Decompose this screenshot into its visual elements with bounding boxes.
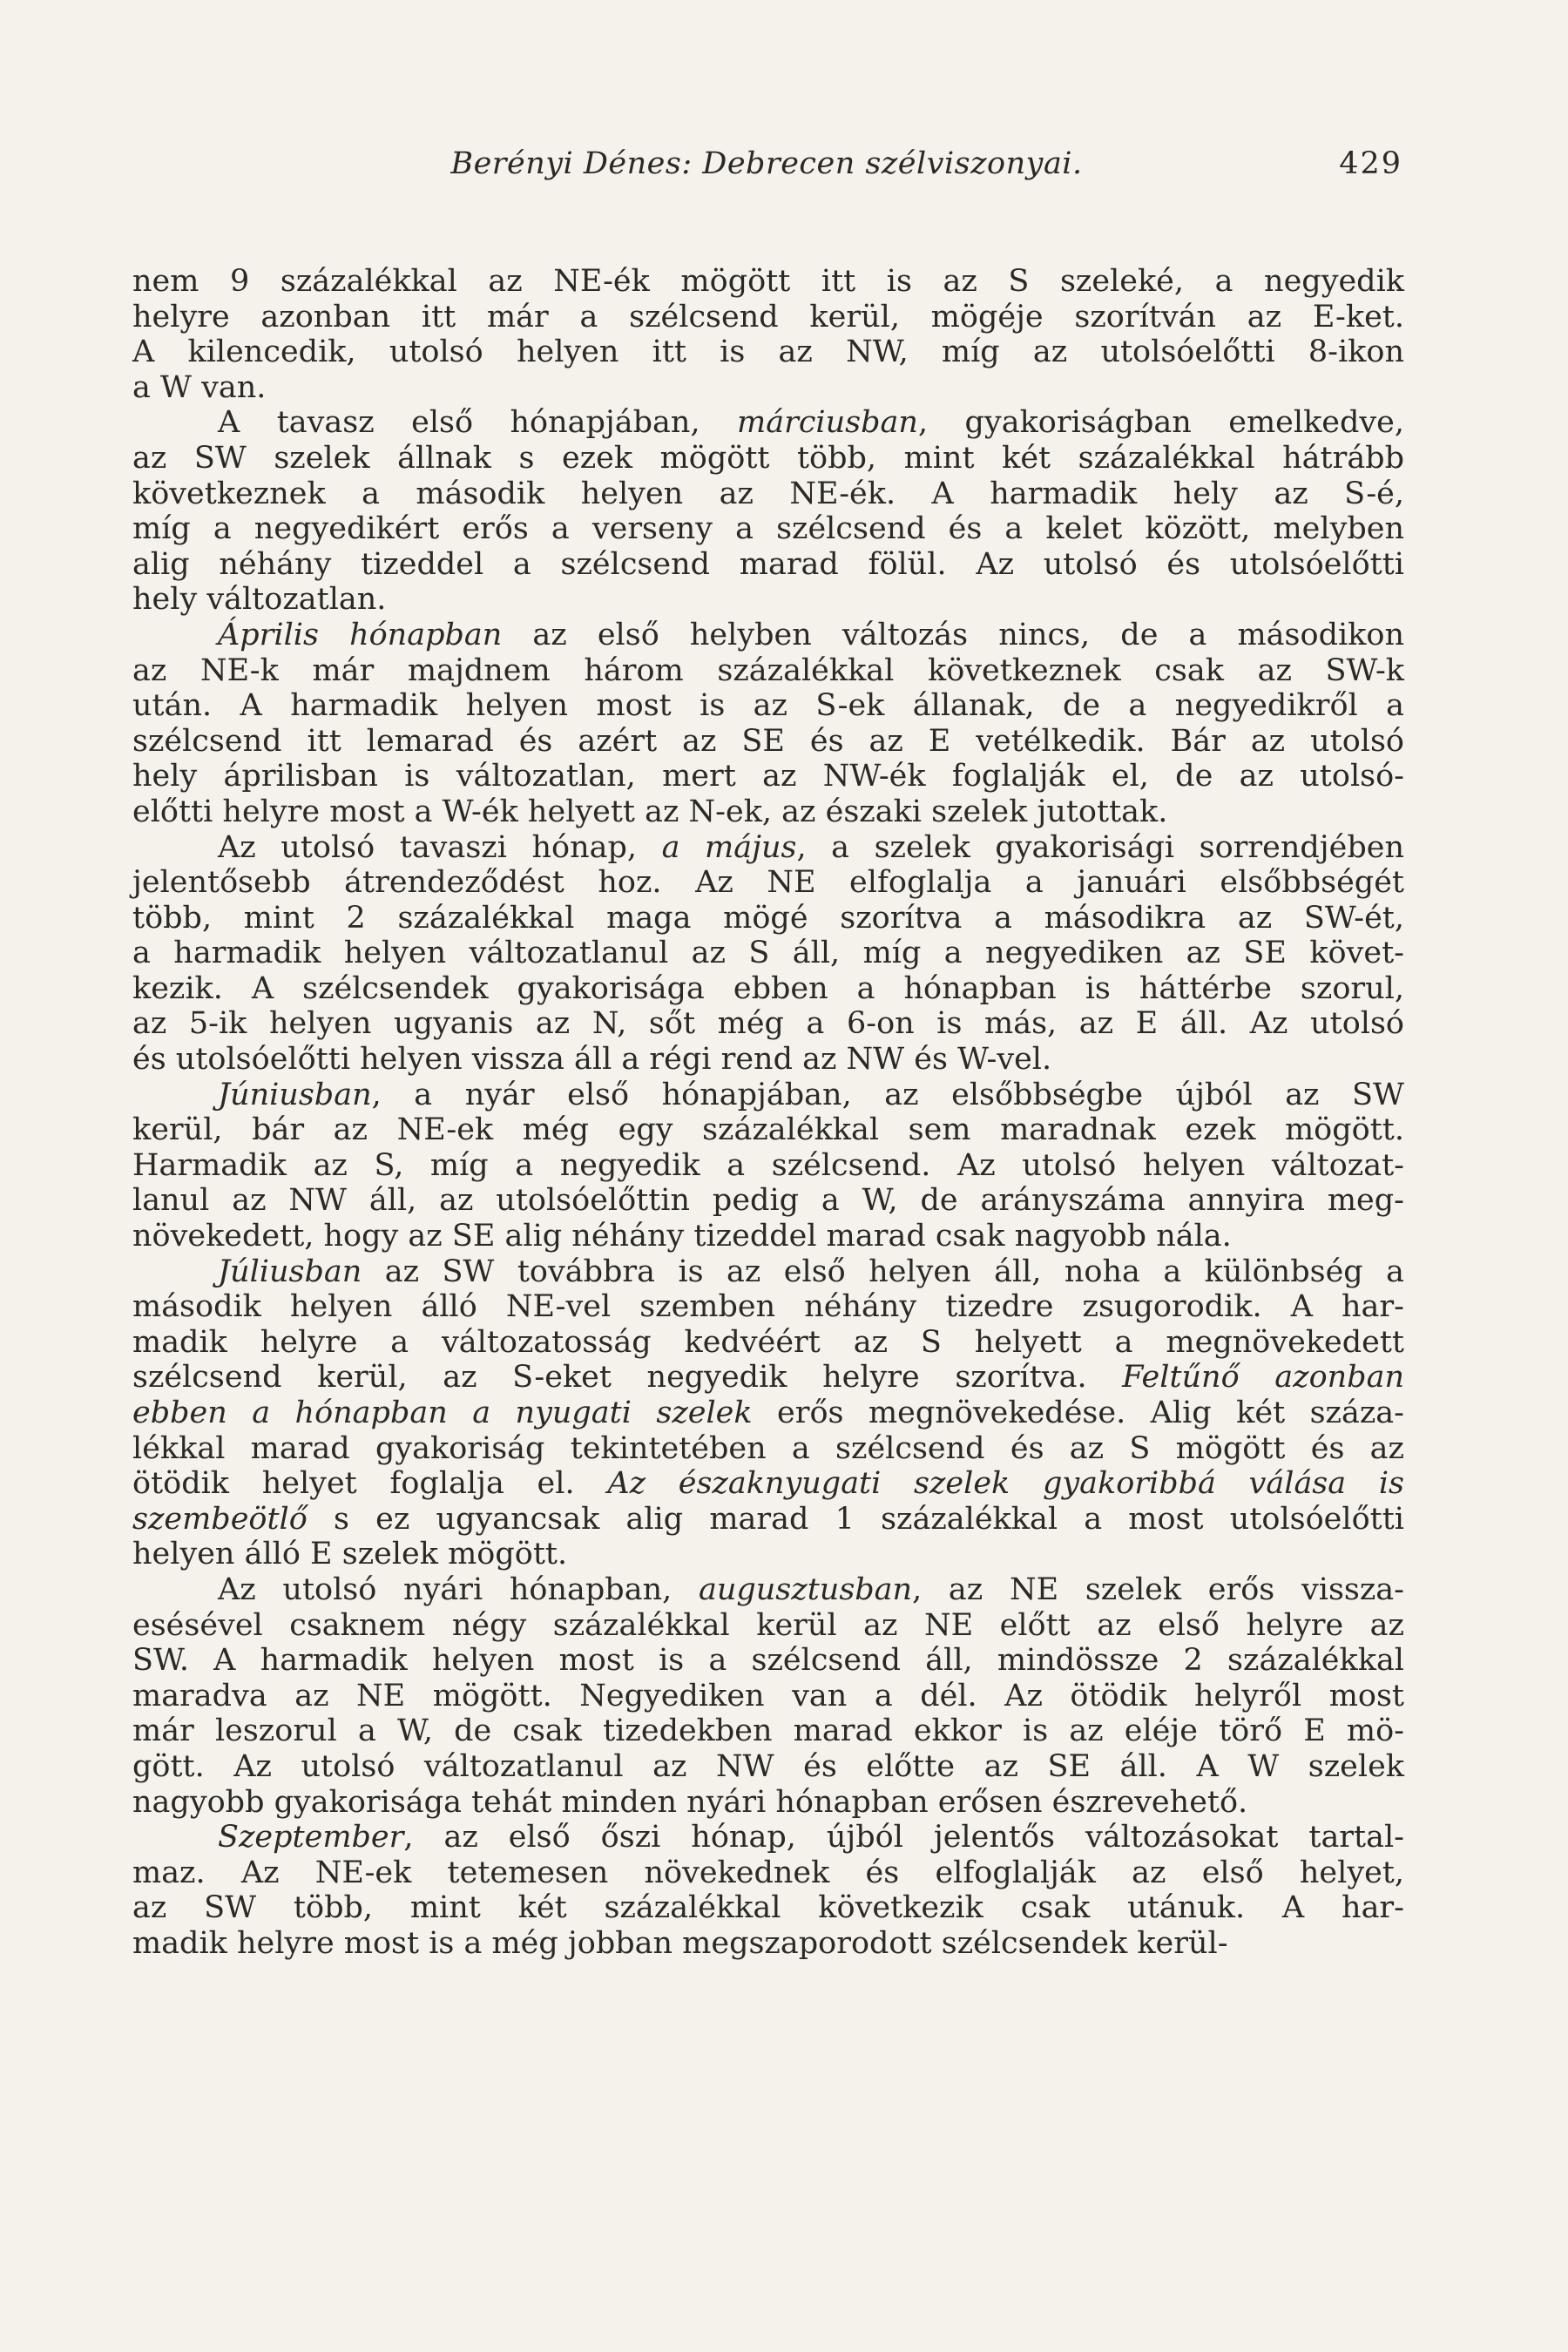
text-run: az SW több, mint két százalékkal következik csak utánuk. A har-: [132, 1890, 1404, 1926]
italic-text: Feltűnő azonban: [1122, 1360, 1404, 1396]
text-run: helyen álló E szelek mögött.: [132, 1537, 568, 1572]
text-run: az NE-k már majdnem három százalékkal következnek csak az SW-k: [132, 652, 1404, 688]
italic-text: Júliusban: [218, 1254, 362, 1289]
text-run: maz. Az NE-ek tetemesen növekednek és elfoglalják az első helyet,: [132, 1855, 1404, 1890]
text-run: maradva az NE mögött. Negyediken van a dél. Az ötödik helyről most: [132, 1678, 1404, 1713]
text-line: [132, 547, 1404, 583]
text-run: Harmadik az S, míg a negyedik a szélcsend. Az utolsó helyen változat-: [132, 1147, 1404, 1183]
italic-text: szembeötlő: [132, 1501, 308, 1537]
text-line: [132, 1926, 1404, 1962]
text-run: nagyobb gyakorisága tehát minden nyári hónapban erősen észrevehető.: [132, 1784, 1248, 1820]
text-run: ötödik helyet foglalja el.: [132, 1466, 608, 1502]
text-line: [132, 1183, 1404, 1219]
page-number: 429: [1339, 146, 1402, 181]
text-run: SW. A harmadik helyen most is a szélcsend áll, mindössze 2 százalékkal: [132, 1643, 1404, 1679]
text-run: kezik. A szélcsendek gyakorisága ebben a hónapban is háttérbe szorul,: [132, 970, 1404, 1006]
text-run: szélcsend itt lemarad és azért az SE és az E vetélkedik. Bár az utolsó: [132, 723, 1404, 759]
text-run: következnek a második helyen az NE-ék. A harmadik hely az S-é,: [132, 476, 1404, 511]
text-line: [132, 936, 1404, 971]
text-line: [132, 1006, 1404, 1042]
text-line: [132, 830, 1404, 866]
text-line: [132, 901, 1404, 936]
paragraph: [132, 830, 1404, 1078]
paragraph: [132, 1820, 1404, 1961]
text-run: alig néhány tizeddel a szélcsend marad fölül. Az utolsó és utolsóelőtti: [132, 546, 1404, 582]
text-run: esésével csaknem négy százalékkal kerül az NE előtt az első helyre az: [132, 1607, 1404, 1643]
text-line: [132, 1855, 1404, 1891]
page-header: [131, 139, 1402, 192]
text-run: , az NE szelek erős vissza-: [912, 1571, 1404, 1607]
text-run: s ez ugyancsak alig marad 1 százalékkal a most utolsóelőtti: [307, 1501, 1404, 1537]
text-line: [132, 688, 1404, 724]
text-run: Az utolsó nyári hónapban,: [218, 1571, 699, 1607]
italic-text: Az északnyugati szelek gyakoribbá válása is: [607, 1466, 1405, 1502]
text-line: [132, 370, 1404, 406]
text-line: [132, 1289, 1404, 1325]
text-run: növekedett, hogy az SE alig néhány tizeddel marad csak nagyobb nála.: [132, 1219, 1232, 1254]
text-line: [132, 1148, 1404, 1184]
text-line: [132, 1042, 1404, 1078]
text-run: helyre azonban itt már a szélcsend kerül, mögéje szorítván az E-ket.: [132, 299, 1404, 335]
text-line: [132, 1890, 1404, 1926]
text-line: [132, 1608, 1404, 1644]
text-run: , a nyár első hónapjában, az elsőbbségbe újból az SW: [371, 1077, 1404, 1112]
text-run: kerül, bár az NE-ek még egy százalékkal sem maradnak ezek mögött.: [132, 1112, 1404, 1148]
text-line: [132, 1112, 1404, 1148]
text-line: [132, 1749, 1404, 1785]
text-run: több, mint 2 százalékkal maga mögé szorítva a másodikra az SW-ét,: [132, 900, 1404, 936]
text-run: Az utolsó tavaszi hónap,: [218, 829, 662, 865]
text-run: erős megnövekedése. Alig két száza-: [752, 1396, 1404, 1430]
italic-text: a május: [661, 829, 797, 865]
text-line: [132, 1466, 1404, 1502]
text-line: [132, 476, 1404, 512]
paragraph: [132, 264, 1404, 405]
italic-text: ebben a hónapban a nyugati szelek: [132, 1396, 753, 1430]
text-run: után. A harmadik helyen most is az S-ek állanak, de a negyedikről a: [132, 688, 1404, 724]
text-line: [132, 1431, 1404, 1467]
text-run: szélcsend kerül, az S-eket negyedik helyre szorítva.: [132, 1360, 1123, 1396]
paragraph: [132, 405, 1404, 618]
text-run: lékkal marad gyakoriság tekintetében a szélcsend és az S mögött és az: [132, 1430, 1404, 1466]
text-line: [132, 618, 1404, 653]
text-run: , gyakoriságban emelkedve,: [917, 405, 1405, 441]
text-line: [132, 1643, 1404, 1679]
text-run: lanul az NW áll, az utolsóelőttin pedig a W, de arányszáma annyira meg-: [132, 1183, 1404, 1219]
text-run: a W van.: [132, 369, 267, 405]
text-line: [132, 405, 1404, 441]
text-run: az 5-ik helyen ugyanis az N, sőt még a 6-on is más, az E áll. Az utolsó: [132, 1006, 1404, 1042]
text-run: míg a negyedikért erős a verseny a szélcsend és a kelet között, melyben: [132, 511, 1404, 547]
text-run: madik helyre a változatosság kedvéért az S helyett a megnövekedett: [132, 1324, 1404, 1360]
text-line: [132, 1254, 1404, 1290]
text-run: A tavasz első hónapjában,: [218, 405, 738, 441]
text-run: A kilencedik, utolsó helyen itt is az NW, míg az utolsóelőtti 8-ikon: [132, 335, 1404, 370]
text-line: [132, 1572, 1404, 1608]
text-run: előtti helyre most a W-ék helyett az N-ek, az északi szelek jutottak.: [132, 794, 1168, 829]
text-run: hely változatlan.: [132, 582, 387, 618]
text-line: [132, 1078, 1404, 1113]
text-run: hely áprilisban is változatlan, mert az NW-ék foglalják el, de az utolsó-: [132, 759, 1404, 794]
text-line: [132, 759, 1404, 794]
text-line: [132, 1360, 1404, 1396]
text-line: [132, 1820, 1404, 1855]
italic-text: Április hónapban: [218, 617, 503, 652]
text-line: [132, 971, 1404, 1007]
text-line: [132, 300, 1404, 335]
text-run: gött. Az utolsó változatlanul az NW és előtte az SE áll. A W szelek: [132, 1748, 1404, 1784]
text-line: [132, 335, 1404, 370]
text-run: és utolsóelőtti helyen vissza áll a régi rend az NW és W-vel.: [132, 1042, 1052, 1078]
text-line: [132, 724, 1404, 760]
text-run: a harmadik helyen változatlanul az S áll, míg a negyediken az SE követ-: [132, 936, 1404, 971]
italic-text: augusztusban: [698, 1571, 913, 1607]
text-run: már leszorul a W, de csak tizedekben marad ekkor is az eléje törő E mö-: [132, 1713, 1404, 1749]
text-line: [132, 1537, 1404, 1572]
text-run: második helyen álló NE-vel szemben néhány tizedre zsugorodik. A har-: [132, 1289, 1404, 1325]
text-line: [132, 865, 1404, 901]
text-line: [132, 511, 1404, 547]
text-line: [132, 1785, 1404, 1821]
text-run: , az első őszi hónap, újból jelentős változásokat tartal-: [403, 1820, 1404, 1855]
paragraph: [132, 618, 1404, 830]
italic-text: Szeptember: [218, 1820, 404, 1855]
text-run: az SW szelek állnak s ezek mögött több, mint két százalékkal hátrább: [132, 440, 1404, 476]
text-line: [132, 1219, 1404, 1254]
text-line: [132, 441, 1404, 476]
text-line: [132, 794, 1404, 830]
text-run: , a szelek gyakorisági sorrendjében: [796, 829, 1404, 865]
body-text: [132, 264, 1404, 1962]
text-line: [132, 1679, 1404, 1714]
text-line: [132, 1713, 1404, 1749]
text-run: az első helyben változás nincs, de a másodikon: [502, 617, 1405, 652]
running-head: Berényi Dénes: Debrecen szélviszonyai.: [450, 146, 1083, 181]
text-line: [132, 264, 1404, 300]
text-run: madik helyre most is a még jobban megszaporodott szélcsendek kerül-: [132, 1925, 1228, 1961]
paragraph: [132, 1254, 1404, 1572]
paragraph: [132, 1078, 1404, 1254]
text-line: [132, 1325, 1404, 1361]
text-run: jelentősebb átrendeződést hoz. Az NE elfoglalja a januári elsőbbségét: [132, 865, 1404, 901]
text-line: [132, 1396, 1404, 1431]
text-line: [132, 582, 1404, 618]
italic-text: márciusban: [737, 405, 918, 441]
text-line: [132, 1502, 1404, 1538]
italic-text: Júniusban: [218, 1077, 372, 1112]
text-run: az SW továbbra is az első helyen áll, noha a különbség a: [362, 1254, 1404, 1289]
text-run: nem 9 százalékkal az NE-ék mögött itt is az S szeleké, a negyedik: [132, 264, 1404, 299]
paragraph: [132, 1572, 1404, 1820]
text-line: [132, 653, 1404, 689]
